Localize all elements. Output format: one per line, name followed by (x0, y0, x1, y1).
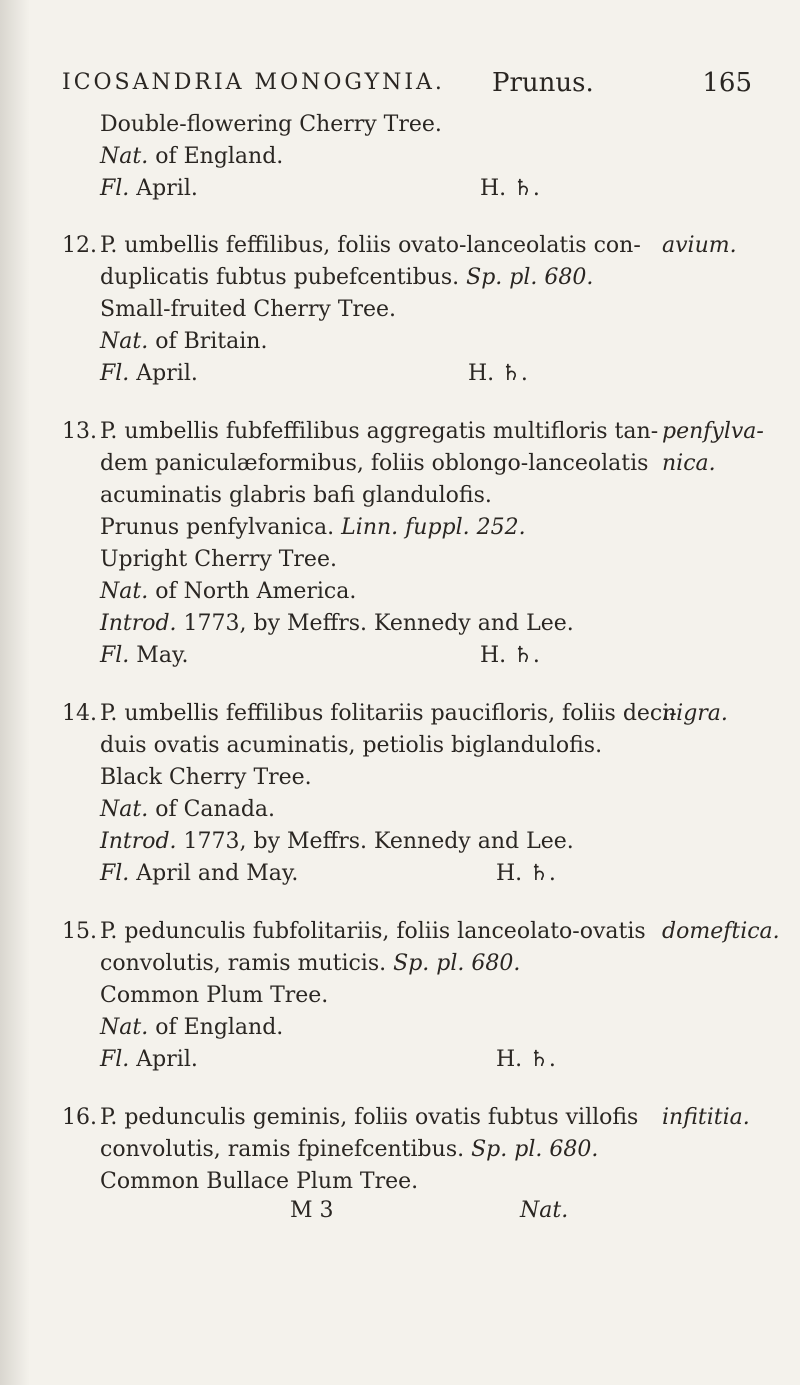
nat-line (100, 327, 267, 357)
species-epithet: domeftica. (662, 919, 780, 944)
fl-text: April. (136, 361, 198, 386)
entry-line: P. umbellis fubfeffilibus aggregatis multifloris tan- (100, 419, 659, 444)
species-epithet: infititia. (662, 1105, 750, 1130)
fl-line (100, 859, 298, 889)
introd-label: Introd. (100, 829, 177, 854)
reference: Sp. pl. 680. (393, 951, 521, 976)
entry-number: 12. (62, 233, 97, 258)
introd-line (100, 827, 574, 857)
fl-label: Fl. (100, 861, 130, 886)
nat-label: Nat. (100, 144, 149, 169)
reference: Sp. pl. 680. (466, 265, 594, 290)
english-name: Black Cherry Tree. (100, 765, 312, 790)
entry-line: P. umbellis feffilibus, foliis ovato-lanceolatis con- (100, 233, 641, 258)
species-epithet: nigra. (662, 701, 728, 726)
header-class-order: ICOSANDRIA MONOGYNIA. (62, 70, 445, 95)
entry-line-text: convolutis, ramis fpinefcentibus. (100, 1137, 465, 1162)
header-genus: Prunus. (492, 68, 594, 98)
entry-number: 16. (62, 1105, 97, 1130)
introd-text: 1773, by Meffrs. Kennedy and Lee. (183, 611, 574, 636)
fl-text: May. (136, 643, 189, 668)
page-gutter-shadow (0, 0, 30, 1385)
habit: H. ♄. (496, 861, 556, 886)
nat-text: of England. (155, 1015, 284, 1040)
habit: H. ♄. (496, 1047, 556, 1072)
introd-text: 1773, by Meffrs. Kennedy and Lee. (183, 829, 574, 854)
signature-mark: M 3 (290, 1198, 334, 1223)
nat-label: Nat. (100, 1015, 149, 1040)
entry-line-text: duplicatis fubtus pubefcentibus. (100, 265, 460, 290)
entry-number: 14. (62, 701, 97, 726)
fl-label: Fl. (100, 176, 130, 201)
english-name: Common Bullace Plum Tree. (100, 1169, 419, 1194)
entry-line: P. umbellis feffilibus folitariis paucifloris, foliis deci- (100, 701, 677, 726)
entry-line: P. pedunculis geminis, foliis ovatis fubtus villofis (100, 1105, 639, 1130)
introd-line (100, 609, 574, 639)
fl-label: Fl. (100, 643, 130, 668)
fl-text: April. (136, 176, 198, 201)
fl-line (100, 641, 188, 671)
species-epithet: avium. (662, 233, 737, 258)
english-name: Double-flowering Cherry Tree. (100, 112, 442, 137)
fl-text: April and May. (136, 861, 299, 886)
entry-line: duis ovatis acuminatis, petiolis biglandulofis. (100, 733, 603, 758)
habit: H. ♄. (480, 643, 540, 668)
english-name: Small-fruited Cherry Tree. (100, 297, 397, 322)
entry-line (100, 949, 520, 979)
habit: H. ♄. (468, 361, 528, 386)
species-epithet: penfylva- (662, 419, 764, 444)
nat-text: of Britain. (155, 329, 268, 354)
english-name: Upright Cherry Tree. (100, 547, 337, 572)
fl-line (100, 174, 198, 204)
fl-line (100, 1045, 198, 1075)
entry-line (100, 513, 526, 543)
entry-line: acuminatis glabris bafi glandulofis. (100, 483, 492, 508)
entry-number: 13. (62, 419, 97, 444)
reference: Sp. pl. 680. (471, 1137, 599, 1162)
nat-label: Nat. (100, 797, 149, 822)
fl-text: April. (136, 1047, 198, 1072)
introd-label: Introd. (100, 611, 177, 636)
entry-line-text: convolutis, ramis muticis. (100, 951, 387, 976)
species-epithet-cont: nica. (662, 451, 716, 476)
catchword: Nat. (520, 1198, 569, 1223)
nat-line (100, 795, 275, 825)
reference: Linn. fuppl. 252. (341, 515, 526, 540)
english-name: Common Plum Tree. (100, 983, 329, 1008)
fl-line (100, 359, 198, 389)
nat-text: of England. (155, 144, 284, 169)
entry-line (100, 1135, 598, 1165)
page-number: 165 (702, 68, 752, 98)
entry-line: dem paniculæformibus, foliis oblongo-lanceolatis (100, 451, 649, 476)
nat-line (100, 577, 356, 607)
entry-line: P. pedunculis fubfolitariis, foliis lanceolato-ovatis (100, 919, 646, 944)
entry-line (100, 263, 593, 293)
running-header (62, 70, 752, 106)
nat-label: Nat. (100, 329, 149, 354)
nat-text: of Canada. (155, 797, 276, 822)
fl-label: Fl. (100, 1047, 130, 1072)
nat-label: Nat. (100, 579, 149, 604)
fl-label: Fl. (100, 361, 130, 386)
entry-number: 15. (62, 919, 97, 944)
nat-line (100, 142, 283, 172)
entry-line-text: Prunus penfylvanica. (100, 515, 335, 540)
nat-text: of North America. (155, 579, 357, 604)
habit: H. ♄. (480, 176, 540, 201)
nat-line (100, 1013, 283, 1043)
